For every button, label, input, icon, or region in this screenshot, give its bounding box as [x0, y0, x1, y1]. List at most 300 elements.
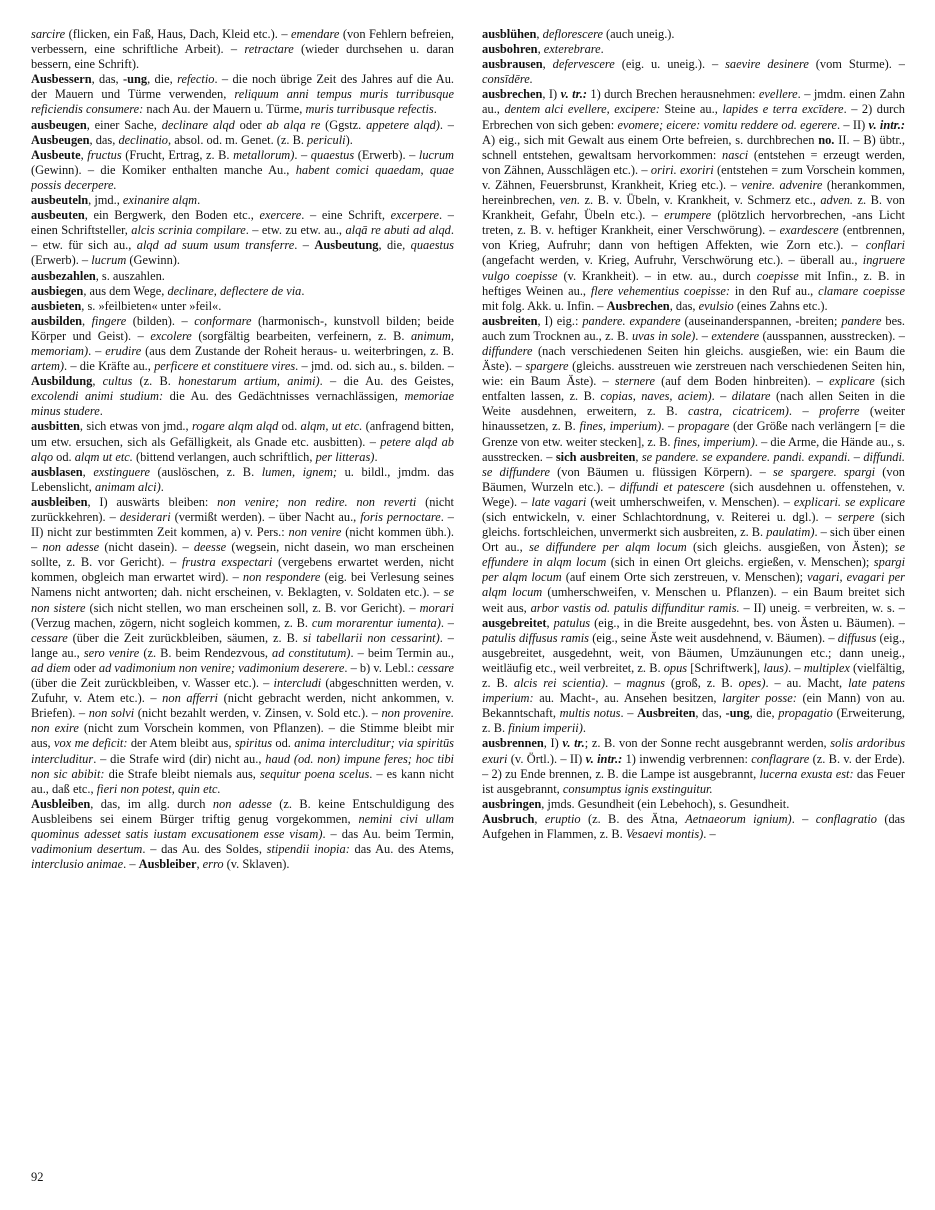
latin-text: evellere [758, 87, 798, 102]
entry-text: . – eine Schrift, [301, 208, 391, 223]
entry-text: . – [123, 857, 139, 872]
entry-text: (z. B. beim Rendezvous, [139, 645, 273, 660]
entry-text: . – es kann nicht au., daß etc., [31, 766, 454, 796]
entry-text: , [81, 313, 92, 328]
entry-ausbreiten [482, 314, 905, 737]
headword-text: ausbitten [31, 419, 80, 434]
latin-text: se pandere. se expandere. pandi. expandi. – diffundi. se diffundere [482, 449, 905, 479]
entry-text: oder [234, 117, 267, 132]
latin-text: excerpere [390, 208, 440, 223]
latin-text: alqā re abuti ad alqd [345, 223, 451, 238]
entry-text: (bittend verlangen, auch schriftlich, [132, 449, 316, 464]
entry-text: (nicht kommen übh.). – [31, 525, 454, 555]
headword-text: v. intr.: [585, 751, 623, 766]
latin-text: intercludi [273, 676, 322, 691]
entry-text: . – [791, 811, 816, 826]
entry-text: , jmd., [88, 193, 123, 208]
latin-text: se effundere in alqm locum [482, 540, 905, 570]
headword-text: ausbeugen [31, 117, 87, 132]
latin-text: patulus [553, 615, 591, 630]
entry-ausblasen [31, 465, 454, 495]
entry-text: u. bildl., jmdm. das Lebenslicht, [31, 464, 454, 494]
headword-text: ausbeuteln [31, 193, 89, 208]
latin-text: ab alqa re [266, 117, 321, 132]
entry-ausbeute [31, 148, 454, 193]
latin-text: excolere [150, 328, 192, 343]
entry-text: (Erweiterung, z. B. [482, 706, 905, 736]
entry-text: (Ggstz. [320, 117, 367, 132]
latin-text: lucrum [91, 253, 127, 268]
latin-text: perficere et constituere vires [154, 359, 296, 374]
entry-text: (das Aufgehen in Flammen, z. B. [482, 811, 905, 841]
entry-text: – II) uneig. = verbreiten, w. s. – [739, 600, 905, 615]
latin-text: diffundi et patescere [619, 479, 725, 494]
entry-text: (nicht zurückkehren). – [31, 494, 454, 524]
entry-text: . – etw. für sich au., [31, 223, 454, 253]
entry-text: . – [620, 706, 638, 721]
entry-text: das Au. des Atems, [349, 842, 454, 857]
latin-text: copias, naves, aciem) [600, 389, 712, 404]
entry-ausbieten [31, 299, 454, 314]
entry-text: , das, [669, 298, 699, 313]
latin-text: declinare alqd [161, 117, 235, 132]
latin-text: exercere [259, 208, 302, 223]
headword-text: sich ausbreiten [555, 449, 636, 464]
entry-text: . – jmdm. einen Zahn au., [482, 87, 905, 117]
entry-text: . – die Strafe wird (dir) nicht au., [93, 751, 266, 766]
headword-text: ausgebreitet [482, 615, 547, 630]
entry-text: , [546, 615, 554, 630]
headword-text: v. intr.: [868, 117, 905, 132]
entry-text: (eig., ausgebreitet, ausgedehnt, weit, von Bäumen, Umzäunungen etc.; dann uneig., weitläufig etc., weil verbreitet, z. B. [482, 630, 905, 675]
latin-text: sero venire [83, 645, 140, 660]
page-body [31, 27, 905, 1163]
entry-text: (plötzlich hervorbrechen, -ans Licht treten, z. B. v. heftiger Krankheit, einer Verschwörung). – [482, 208, 905, 238]
latin-text: saevire desinere [725, 57, 809, 72]
right-column [482, 27, 905, 1163]
latin-text: consumptus ignis exstinguitur. [562, 781, 713, 796]
latin-text: patulis diffusus ramis [482, 630, 589, 645]
latin-text: artem) [31, 359, 65, 374]
entry-text: (vergebens erwartet werden, nicht kommen, obgleich man erwartet wird). – [31, 555, 454, 585]
latin-text: eruptio [544, 811, 581, 826]
entry-text: . – lange au., [31, 630, 454, 660]
entry-text: (auf einem Orte sich zerstreuen, v. Menschen); [561, 570, 808, 585]
entry-ausbessern-das [31, 72, 454, 117]
latin-text: ingruere vulgo coepisse [482, 253, 905, 283]
latin-text: uvas in sole) [631, 328, 696, 343]
entry-text: od. [53, 449, 75, 464]
latin-text: lapides e terra excīdere [722, 102, 844, 117]
entry-text: (umherschweifen, v. Menschen u. Pflanzen). – ein Baum breitet sich weit aus, [482, 585, 905, 615]
latin-text: lumen, ignem; [261, 464, 338, 479]
entry-text: das Feuer ist ausgebrannt, [482, 766, 905, 796]
latin-text: vagari, evagari per alqm locum [482, 570, 905, 600]
latin-text: non venire [288, 525, 342, 540]
entry-text: (sich entwickeln, v. einer Schlachtordnung, v. Reiterei u. dgl.). – [482, 510, 838, 524]
latin-text: fines, imperium) [673, 434, 755, 449]
entry-text: . – sich über einen Ort au., [482, 525, 905, 555]
entry-text: (anfragend bitten, um etw. ersuchen, sich als Gefälligkeit, als Gnade etc. ausbitten). – [31, 419, 454, 449]
latin-text: fructus [87, 147, 122, 162]
entry-text: ; z. B. von der Sonne recht ausgebrannt werden, [584, 736, 831, 751]
entry-text: . [374, 449, 378, 464]
latin-text: extendere [711, 328, 760, 343]
headword-text: Ausbleiben [31, 796, 91, 811]
latin-text: magnus [626, 676, 665, 691]
entry-text: II. – B) übtr., schnell entstehen, gewaltsam hervorkommen: [482, 132, 905, 162]
entry-ausbrausen [482, 57, 905, 87]
latin-text: dilatare [731, 389, 771, 404]
latin-text: finium imperii) [508, 721, 583, 736]
latin-text: cessare [417, 660, 454, 675]
latin-text: excolendi animi studium: [31, 389, 164, 404]
entry-text: , die, [378, 238, 411, 253]
entry-text: (Gewinn). [126, 253, 181, 268]
entry-text: mit folg. Akk. u. Infin. – [482, 298, 607, 313]
latin-text: ad diem [31, 660, 71, 675]
headword-text: no. [818, 132, 835, 147]
entry-text: (sich entfalten lassen, z. B. [482, 374, 905, 404]
latin-text: deflorescere [542, 27, 603, 41]
latin-text: clamare coepisse [818, 283, 905, 298]
entry-text: , das, [695, 706, 726, 721]
latin-text: ad vadimonium non venire; vadimonium deserere [98, 660, 345, 675]
left-column [31, 27, 454, 1163]
entry-text: . – [788, 660, 804, 675]
entry-text: od. [278, 419, 301, 434]
latin-text: retractare [244, 42, 294, 57]
entry-text: . – b) v. Lebl.: [344, 660, 418, 675]
entry-text: . – jmd. od. sich au., s. bilden. – [295, 359, 454, 374]
latin-text: flere vehementius coepisse: [590, 283, 731, 298]
entry-text: die Strafe bleibt niemals aus, [104, 766, 260, 781]
latin-text: alcis rei scientia) [513, 676, 606, 691]
latin-text: late patens imperium: [482, 676, 905, 706]
entry-text: . – das Au. des Soldes, [142, 842, 267, 857]
latin-text: evomere; eicere: vomitu reddere od. egerere [617, 117, 838, 132]
latin-text: ad constitutum) [272, 645, 351, 660]
headword-text: -ung [122, 72, 148, 87]
entry-text: in den Ruf au., [730, 283, 819, 298]
entry-text: . [160, 479, 164, 494]
entry-text: . – [788, 404, 820, 419]
latin-text: non adesse [42, 540, 100, 555]
entry-text: (eig. u. uneig.). – [614, 57, 726, 72]
latin-text: opus [663, 660, 688, 675]
entry-text: , I) eig.: [537, 313, 583, 328]
latin-text: exardescere [779, 223, 839, 238]
entry-text: ). [345, 132, 353, 147]
latin-text: declinare, deflectere de via [167, 283, 302, 298]
entry-text: (auslöschen, z. B. [149, 464, 262, 479]
entry-ausbrechen [482, 87, 905, 313]
latin-text: exterebrare [543, 42, 601, 57]
latin-text: se spargere. spargi [772, 464, 876, 479]
headword-text: ausbrennen [482, 736, 544, 751]
entry-text: , [542, 57, 553, 72]
entry-text: . – II) nicht zur bestimmten Zeit kommen, a) v. Pers.: [31, 510, 454, 540]
entry-text: (eig., in die Breite ausgedehnt, bes. von Ästen u. Bäumen). – [590, 615, 905, 630]
latin-text: evulsio [698, 298, 734, 313]
latin-text: nasci [722, 147, 749, 162]
latin-text: oriri. exoriri [650, 162, 714, 177]
entry-text: . – [439, 117, 454, 132]
entry-text: , s. »feilbieten« unter »feil«. [81, 298, 222, 313]
latin-text: multiplex [803, 660, 850, 675]
latin-text: sternere [614, 374, 656, 389]
entry-text: . [600, 42, 604, 57]
entry-text: . – [703, 826, 716, 841]
entry-text: (harmonisch-, kunstvoll bilden; beide Körper und Geist). – [31, 313, 454, 343]
entry-text: z. B. v. Übeln, v. Krankheit, v. Schmerz etc., [580, 193, 821, 208]
latin-text: muris turribusque refectis [305, 102, 434, 117]
latin-text: desiderari [119, 510, 171, 524]
entry-text: (gleichs. ausstreuen wie zerstreuen nach verschiedenen Seiten hin, wie: ein Baum Äste). – [482, 359, 905, 389]
latin-text: erudire [105, 343, 142, 358]
entry-text: . – II) [837, 117, 869, 132]
entry-text: (von Bäumen, Wurzeln etc.). – [482, 464, 905, 494]
entry-text: (z. B. keine Entschuldigung des Ausbleibens sei einem Bürger triftig genug vorgekommen, [31, 796, 454, 826]
latin-text: metallorum) [233, 147, 295, 162]
latin-text: deesse [193, 540, 227, 555]
entry-ausbeuten [31, 208, 454, 268]
entry-text: (nicht dasein). – [99, 540, 194, 555]
entry-text: (vom Sturme). – [808, 57, 905, 72]
entry-text: . – [294, 238, 315, 253]
latin-text: serpere [837, 510, 875, 524]
latin-text: multis notus [559, 706, 621, 721]
latin-text: fieri non potest, quin etc. [96, 781, 221, 796]
entry-text: (z. B. des Ätna, [580, 811, 686, 826]
entry-text: (sich in einen Ort gleichs. ergießen, v. Menschen); [606, 555, 874, 570]
entry-text: [Schriftwerk], [687, 660, 764, 675]
entry-text: (sich nicht stellen, wo man erscheinen soll, z. B. vor Gericht). – [85, 600, 420, 615]
latin-text: lucerna exusta est: [759, 766, 854, 781]
entry-text: (von Fehlern befreien, verbessern, eine schriftliche Arbeit). – [31, 27, 454, 57]
entry-text: 1) durch Brechen herausnehmen: [586, 87, 759, 102]
latin-text: non respondere [242, 570, 321, 585]
latin-text: reliquum anni tempus muris turribusque reficiendis consumere: [31, 87, 454, 117]
latin-text: memoriae minus studere [31, 389, 454, 419]
entry-text: (Gewinn). – die Komiker enthalten manche Au., [31, 162, 296, 177]
entry-text: , [82, 464, 94, 479]
entry-text: z. B. von Krankheit, Gefahr, Übeln etc.). – [482, 193, 905, 223]
entry-text: (nicht gebracht werden, nicht ankommen, v. Briefen). – [31, 691, 454, 721]
entry-text: oder [70, 660, 99, 675]
latin-text: proferre [819, 404, 860, 419]
entry-text: (vermißt werden). – über Nacht au., [170, 510, 361, 524]
entry-text: . – [88, 343, 106, 358]
entry-text: , die, [749, 706, 779, 721]
entry-text: (eig. bei Verlesung seines Namens nicht antworten; dah. nicht erscheinen, v. Beklagten, v. Soldaten etc.). – [31, 570, 454, 600]
headword-text: ausbeuten [31, 208, 85, 223]
latin-text: vox me deficit: [54, 736, 128, 751]
headword-text: ausbrechen [482, 87, 543, 102]
latin-text: non solvi [88, 706, 135, 721]
latin-text: paulatim) [766, 525, 815, 540]
entry-text: . – [440, 615, 454, 630]
entry-ausbrennen [482, 736, 905, 796]
entry-text: , jmds. Gesundheit (ein Lebehoch), s. Gesundheit. [541, 796, 790, 811]
latin-text: erro [202, 857, 224, 872]
entry-text: (entbrennen, von Krieg, Aufruhr; dann von heftigen Affekten, wie Zorn etc.). – [482, 223, 905, 253]
latin-text: consīdēre. [482, 72, 533, 87]
latin-text: ven. [559, 193, 581, 208]
entry-ausbleiben [31, 495, 454, 797]
latin-text: spiritus [234, 736, 273, 751]
latin-text: spargi per alqm locum [482, 555, 905, 585]
latin-text: rogare alqm alqd [192, 419, 279, 434]
latin-text: alqm ut etc. [74, 449, 133, 464]
latin-text: animam alci) [95, 479, 161, 494]
headword-text: ausbiegen [31, 283, 84, 298]
entry-ausbezahlen [31, 269, 454, 284]
entry-text: au. Macht-, au. Ansehen besitzen, [533, 691, 723, 706]
latin-text: anima intercluditur; via spiritūs intercluditur [31, 736, 454, 766]
entry-ausbeugen [31, 118, 454, 148]
entry-text: (weit umherschweifen, v. Menschen). – [586, 494, 794, 509]
entry-text: . – etw. zu etw. au., [245, 223, 346, 238]
latin-text: sequitur poena scelus [259, 766, 370, 781]
entry-text: (auch uneig.). [602, 27, 675, 41]
entry-ausbilden [31, 314, 454, 420]
entry-text: , das, [89, 132, 119, 147]
latin-text: fingere [91, 313, 127, 328]
entry-text: (angefacht werden, v. Krieg, Aufruhr, Verschwörung etc.). – überall au., [482, 253, 863, 268]
headword-text: ausblühen [482, 27, 537, 41]
latin-text: quaestus [310, 147, 355, 162]
entry-text: , aus dem Wege, [83, 283, 168, 298]
entry-text: die Au. des Gedächtnisses vernachlässigen, [163, 389, 405, 404]
latin-text: quaestus [410, 238, 454, 253]
entry-text: (ausspannen, ausstrecken). – [759, 328, 905, 343]
latin-text: propagatio [778, 706, 833, 721]
headword-text: Ausbruch [482, 811, 535, 826]
latin-text: petere alqd ab alqo [31, 434, 454, 464]
page-number: 92 [31, 1170, 44, 1184]
entry-text: , [537, 42, 544, 57]
entry-text: (v. Sklaven). [223, 857, 290, 872]
latin-text: interclusio animae [31, 857, 124, 872]
entry-text: . – die Kräfte au., [64, 359, 155, 374]
entry-ausbringen [482, 797, 905, 812]
entry-text: (v. Örtl.). – II) [507, 751, 586, 766]
headword-text: Ausbreiten [637, 706, 696, 721]
headword-text: ausbilden [31, 313, 82, 328]
headword-text: Ausbildung [31, 374, 93, 389]
latin-text: Vesaevi montis) [625, 826, 704, 841]
latin-text: alqd ad suum usum transferre [136, 238, 295, 253]
entry-text: . – einen Schriftsteller, [31, 208, 454, 238]
entry-ausbohren [482, 42, 905, 57]
entry-text: (Verzug machen, zögern, nicht sogleich kommen, z. B. [31, 615, 312, 630]
entry-text: Steine au., [659, 102, 723, 117]
latin-text: conformare [194, 313, 252, 328]
entry-text: der Atem bleibt aus, [127, 736, 235, 751]
entry-text: (entstehen = erzeugt werden, von Zähnen, Ausschlägen etc.). – [482, 147, 905, 177]
latin-text: castra, cicatricem) [687, 404, 789, 419]
entry-text: , [196, 857, 203, 872]
latin-text: venire. advenire [741, 177, 823, 192]
headword-text: Ausbleiber [138, 857, 197, 872]
entry-text: . – das Au. beim Termin, [322, 826, 454, 841]
entry-text: (Frucht, Ertrag, z. B. [121, 147, 234, 162]
entry-text: . – die Au. des Geistes, [319, 374, 454, 389]
entry-text: (auf dem Boden hinbreiten). – [655, 374, 830, 389]
latin-text: stipendii inopia: [266, 842, 350, 857]
entry-text: (v. Krankheit). – in etw. au., durch [557, 268, 757, 283]
latin-text: cultus [102, 374, 133, 389]
latin-text: explicari. se explicare [793, 494, 905, 509]
latin-text: solis ardoribus exuri [482, 736, 905, 766]
entry-ausbleiben-das [31, 797, 454, 872]
latin-text: cessare [31, 630, 68, 645]
entry-text: (groß, z. B. [664, 676, 739, 691]
entry-text: , [635, 449, 642, 464]
entry-text: nach Au. der Mauern u. Türme, [143, 102, 306, 117]
entry-text: , absol. od. m. Genet. (z. B. [168, 132, 308, 147]
latin-text: alqm, ut etc. [300, 419, 363, 434]
latin-text: conflagrare [751, 751, 810, 766]
latin-text: largiter posse: [722, 691, 797, 706]
entry-ausbitten [31, 419, 454, 464]
entry-text: (wieder durchsehen u. daran bessern, eine Schrift). [31, 42, 454, 72]
entry-text: (von Bäumen u. flüssigen Körpern). – [549, 464, 773, 479]
latin-text: laus) [763, 660, 789, 675]
latin-text: conflagratio [815, 811, 877, 826]
headword-text: ausbleiben [31, 494, 88, 509]
entry-text: (abgeschnitten werden, v. Zufuhr, v. Atem etc.). – [31, 676, 454, 706]
entry-text: , das, im allg. durch [90, 796, 213, 811]
entry-text: . – 2) durch Erbrechen von sich geben: [482, 102, 905, 132]
entry-text: , [92, 374, 103, 389]
entry-text: (nicht zum Vorschein kommen, von Pflanzen). – die Stimme bleibt mir aus, [31, 721, 454, 751]
latin-text: appetere alqd) [366, 117, 440, 132]
latin-text: non provenire. non exire [31, 706, 454, 736]
entry-text: , [536, 27, 543, 41]
entry-text: (eines Zahns etc.). [733, 298, 828, 313]
entry-text: (nicht bezahlt werden, v. Zinsen, v. Sold etc.). – [134, 706, 382, 721]
latin-text: diffusus [837, 630, 877, 645]
entry-text: , I) [542, 87, 561, 102]
latin-text: morari [419, 600, 454, 615]
latin-text: conflari [865, 238, 905, 253]
entry-ausbeuteln [31, 193, 454, 208]
entry-text: . – [695, 328, 712, 343]
entry-text: (nach verschiedenen Seiten hin gleichs. ausgießen, wie: ein Baum die Äste). – [482, 343, 905, 374]
latin-text: vadimonium desertum [31, 842, 143, 857]
entry-text: (nach allen Seiten in die Weite ausdehnen, erweitern, z. B. [482, 389, 905, 419]
entry-text: . – beim Termin au., [350, 645, 454, 660]
latin-text: foris pernoctare [360, 510, 441, 524]
entry-text: (eig., seine Äste weit ausdehnend, v. Bäumen). – [588, 630, 838, 645]
headword-text: ausbreiten [482, 313, 538, 328]
latin-text: opes) [738, 676, 766, 691]
headword-text: ausbringen [482, 796, 542, 811]
entry-continuation-ausbessern [31, 27, 454, 72]
latin-text: fines, imperium) [579, 419, 662, 434]
headword-text: Ausbeugen [31, 132, 90, 147]
latin-text: nemini civi ullam quominus adesset satis iustam excusationem esse visam) [31, 811, 454, 841]
headword-text: v. tr.: [560, 87, 587, 102]
entry-text: (weiter hinaussetzen, z. B. [482, 404, 905, 434]
latin-text: spargere [525, 359, 569, 374]
headword-text: -ung [725, 706, 750, 721]
latin-text: lucrum [418, 147, 454, 162]
headword-text: ausbezahlen [31, 268, 96, 283]
latin-text: honestarum artium, animi) [178, 374, 320, 389]
